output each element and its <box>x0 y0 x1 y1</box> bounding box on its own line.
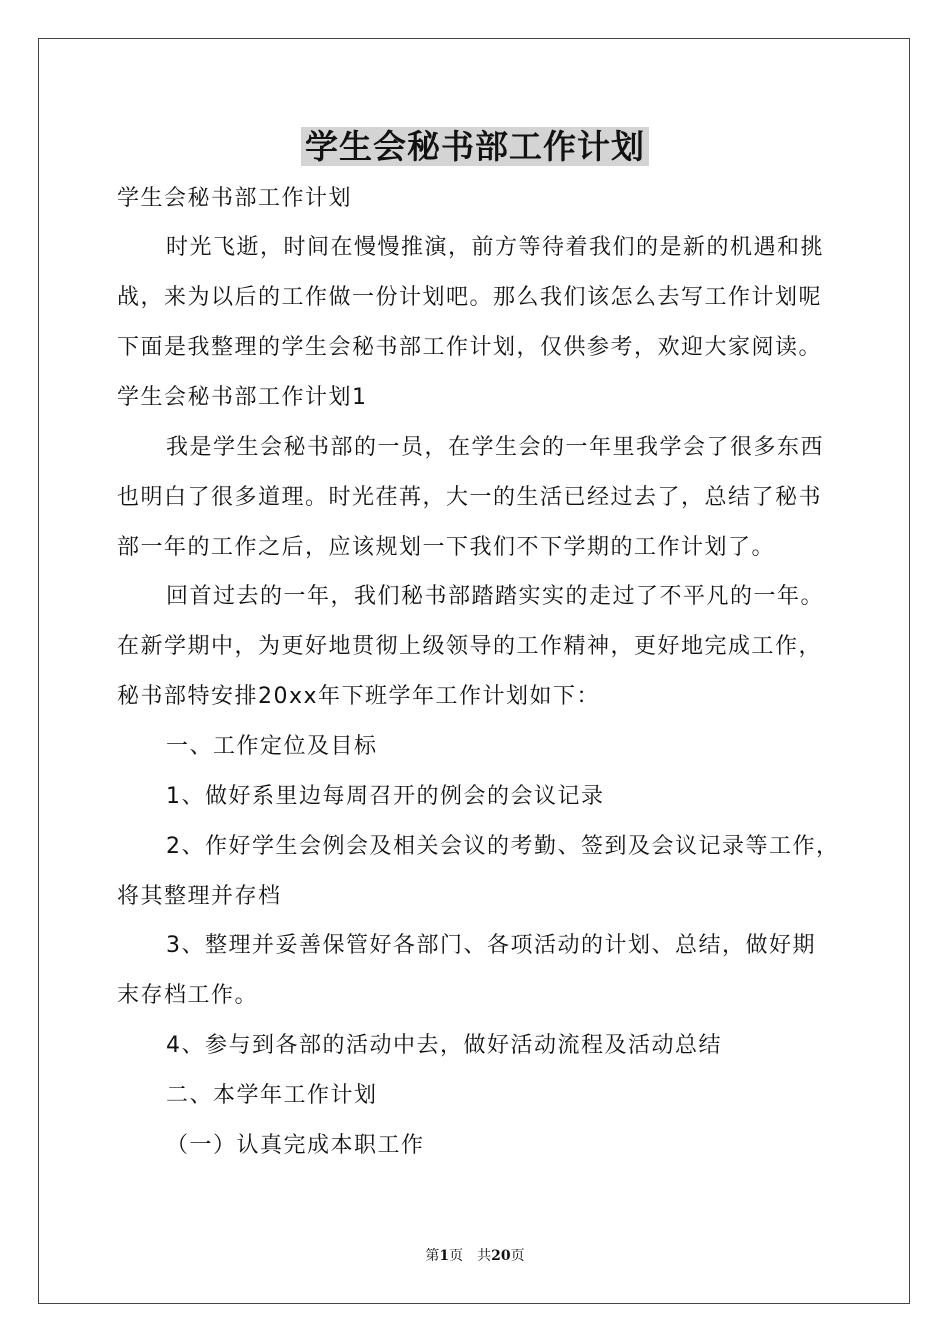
document-title-text: 学生会秘书部工作计划 <box>301 127 649 166</box>
footer-prefix: 第 <box>425 1248 440 1264</box>
page-border <box>38 38 910 1304</box>
list-item-line: 将其整理并存档 <box>117 884 282 909</box>
paragraph-line: 在新学期中，为更好地贯彻上级领导的工作精神，更好地完成工作， <box>117 634 823 659</box>
list-item-line: 3、整理并妥善保管好各部门、各项活动的计划、总结，做好期 <box>166 933 816 958</box>
paragraph-line: 秘书部特安排20xx年下班学年工作计划如下： <box>117 684 601 709</box>
paragraph-line: 我是学生会秘书部的一员，在学生会的一年里我学会了很多东西 <box>166 435 825 460</box>
list-heading-line: 一、工作定位及目标 <box>166 734 378 759</box>
paragraph-line: 也明白了很多道理。时光荏苒，大一的生活已经过去了，总结了秘书 <box>117 485 823 510</box>
list-subheading-line: （一）认真完成本职工作 <box>166 1133 425 1158</box>
footer-suffix: 页 <box>510 1248 525 1264</box>
footer-middle: 页 共 <box>449 1248 492 1264</box>
subtitle-line: 学生会秘书部工作计划 <box>117 186 353 211</box>
paragraph-line: 回首过去的一年，我们秘书部踏踏实实的走过了不平凡的一年。 <box>166 584 825 609</box>
paragraph-line: 下面是我整理的学生会秘书部工作计划，仅供参考，欢迎大家阅读。 <box>117 335 823 360</box>
paragraph-line: 战，来为以后的工作做一份计划吧。那么我们该怎么去写工作计划呢 <box>117 285 823 310</box>
page-footer <box>0 1246 950 1266</box>
footer-total-pages: 20 <box>491 1248 511 1264</box>
list-item-line: 2、作好学生会例会及相关会议的考勤、签到及会议记录等工作， <box>166 834 840 859</box>
list-item-line: 4、参与到各部的活动中去，做好活动流程及活动总结 <box>166 1033 722 1058</box>
document-title <box>0 124 950 170</box>
list-item-line: 1、做好系里边每周召开的例会的会议记录 <box>166 784 605 809</box>
list-item-line: 末存档工作。 <box>117 983 259 1008</box>
paragraph-line: 部一年的工作之后，应该规划一下我们不下学期的工作计划了。 <box>117 535 776 560</box>
paragraph-line: 时光飞逝，时间在慢慢推演，前方等待着我们的是新的机遇和挑 <box>166 235 825 260</box>
section-heading-line: 学生会秘书部工作计划1 <box>117 385 368 410</box>
list-heading-line: 二、本学年工作计划 <box>166 1083 378 1108</box>
footer-page-number: 1 <box>439 1248 450 1264</box>
